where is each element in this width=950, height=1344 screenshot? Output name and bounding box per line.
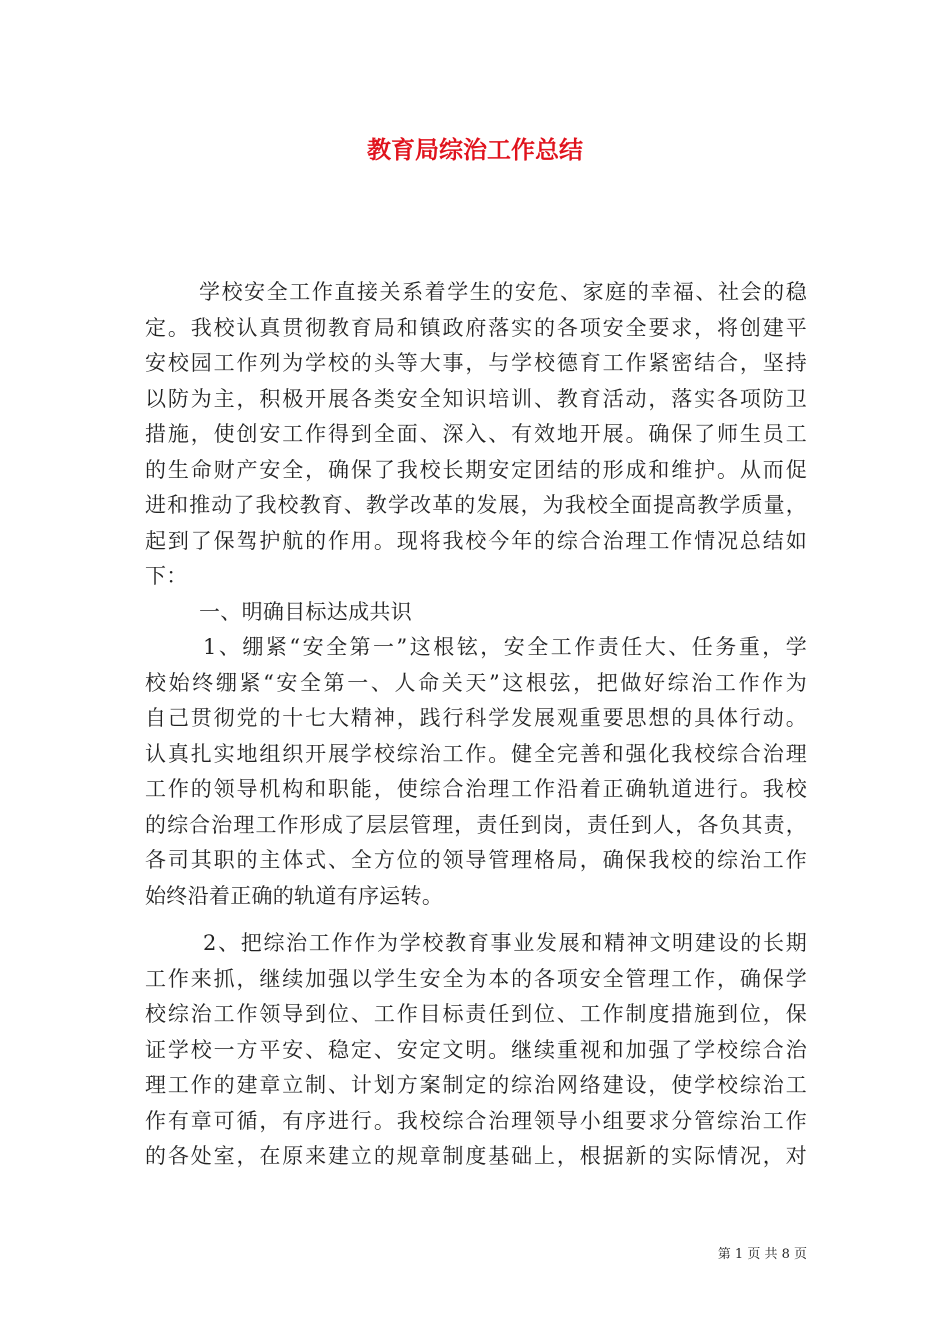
paragraph-line: 1、绷紧“安全第一”这根铉，安全工作责任大、任务重，学: [203, 635, 807, 659]
paragraph-line: 的各处室，在原来建立的规章制度基础上，根据新的实际情况，对: [145, 1144, 807, 1168]
paragraph-line: 作有章可循，有序进行。我校综合治理领导小组要求分管综治工作: [145, 1108, 807, 1133]
paragraph-line: 进和推动了我校教育、教学改革的发展，为我校全面提高教学质量，: [145, 493, 807, 517]
paragraph-line: 起到了保驾护航的作用。现将我校今年的综合治理工作情况总结如: [145, 528, 807, 553]
paragraph-line: 的生命财产安全，确保了我校长期安定团结的形成和维护。从而促: [145, 457, 807, 482]
document-body: [145, 275, 807, 1175]
page-number-footer: 第 1 页 共 8 页: [717, 1247, 807, 1262]
paragraph-line: 自己贯彻党的十七大精神，践行科学发展观重要思想的具体行动。: [145, 706, 807, 730]
paragraph-line: 措施，使创安工作得到全面、深入、有效地开展。确保了师生员工: [145, 422, 807, 446]
paragraph-line: 定。我校认真贯彻教育局和镇政府落实的各项安全要求，将创建平: [145, 315, 807, 340]
paragraph-line: 理工作的建章立制、计划方案制定的综治网络建设，使学校综治工: [145, 1073, 807, 1097]
paragraph-line: 各司其职的主体式、全方位的领导管理格局，确保我校的综治工作: [145, 848, 807, 872]
section-heading: 一、明确目标达成共识: [199, 599, 412, 624]
paragraph-line: 2、把综治工作作为学校教育事业发展和精神文明建设的长期: [203, 931, 807, 955]
paragraph-line: 下：: [145, 564, 188, 588]
paragraph-line: 认真扎实地组织开展学校综治工作。健全完善和强化我校综合治理: [145, 741, 807, 766]
paragraph-line: 校综治工作领导到位、工作目标责任到位、工作制度措施到位，保: [145, 1002, 807, 1026]
paragraph-line: 校始终绷紧“安全第一、人命关天”这根弦，把做好综治工作作为: [145, 670, 807, 695]
paragraph-line: 的综合治理工作形成了层层管理，责任到岗，责任到人，各负其责，: [145, 812, 807, 837]
paragraph-line: 证学校一方平安、稳定、安定文明。继续重视和加强了学校综合治: [145, 1037, 807, 1062]
paragraph-line: 安校园工作列为学校的头等大事，与学校德育工作紧密结合，坚持: [145, 351, 807, 375]
paragraph-gap: [145, 914, 807, 926]
paragraph-line: 始终沿着正确的轨道有序运转。: [145, 883, 444, 908]
document-title: 教育局综治工作总结: [367, 135, 583, 164]
paragraph-line: 学校安全工作直接关系着学生的安危、家庭的幸福、社会的稳: [199, 280, 807, 304]
paragraph-line: 以防为主，积极开展各类安全知识培训、教育活动，落实各项防卫: [145, 386, 807, 411]
paragraph-line: 工作的领导机构和职能，使综合治理工作沿着正确轨道进行。我校: [145, 777, 807, 801]
paragraph-line: 工作来抓，继续加强以学生安全为本的各项安全管理工作，确保学: [145, 966, 807, 991]
